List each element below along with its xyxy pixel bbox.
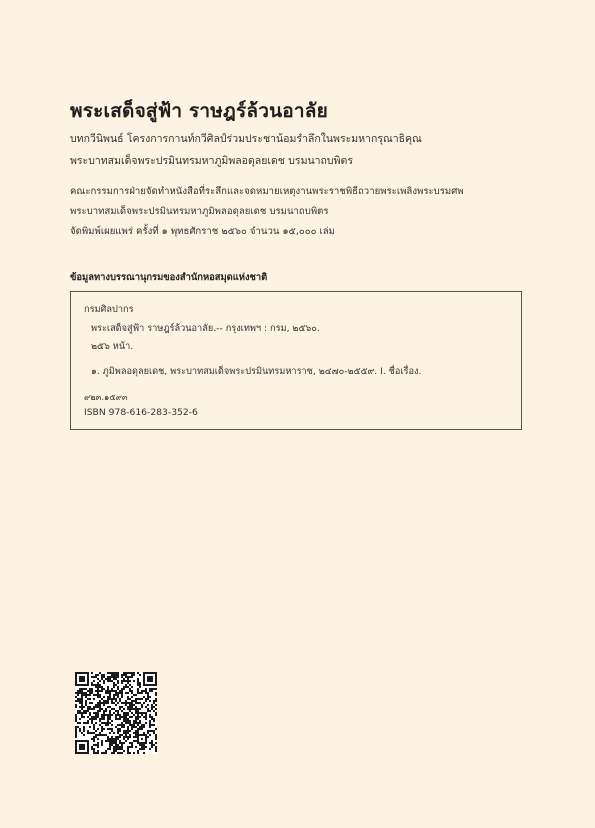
cip-class-number: ๙๒๓.๑๕๙๓	[84, 392, 128, 402]
credit-line-1: คณะกรรมการฝ่ายจัดทำหนังสือที่ระลึกและจดหมายเหตุงานพระราชพิธีถวายพระเพลิงพระบรมศพ	[70, 186, 464, 197]
cip-box	[70, 291, 522, 430]
credit-line-2: พระบาทสมเด็จพระปรมินทรมหาภูมิพลอดุลยเดช บรมนาถบพิตร	[70, 206, 329, 217]
cip-entry: พระเสด็จสู่ฟ้า ราษฎร์ล้วนอาลัย.-- กรุงเทพฯ : กรม, ๒๕๖๐.	[91, 323, 320, 334]
credit-line-3: จัดพิมพ์เผยแพร่ ครั้งที่ ๑ พุทธศักราช ๒๕๖๐ จำนวน ๑๕,๐๐๐ เล่ม	[70, 226, 335, 237]
page-title: พระเสด็จสู่ฟ้า ราษฎร์ล้วนอาลัย	[70, 100, 328, 122]
cip-subject: ๑. ภูมิพลอดุลยเดช, พระบาทสมเด็จพระปรมินทรมหาราช, ๒๔๗๐-๒๕๕๙. I. ชื่อเรื่อง.	[91, 366, 422, 377]
subtitle-line-2: พระบาทสมเด็จพระปรมินทรมหาภูมิพลอดุลยเดช บรมนาถบพิตร	[70, 155, 353, 167]
cip-isbn: ISBN 978-616-283-352-6	[84, 407, 198, 418]
subtitle-line-1: บทกวีนิพนธ์ โครงการกานท์กวีศิลป์ร่วมประชาน้อมรำลึกในพระมหากรุณาธิคุณ	[70, 133, 422, 145]
cip-heading: ข้อมูลทางบรรณานุกรมของสำนักหอสมุดแห่งชาติ	[70, 272, 268, 283]
cip-author: กรมศิลปากร	[84, 304, 134, 315]
cip-pages: ๒๕๖ หน้า.	[91, 341, 134, 352]
qr-code-icon	[75, 672, 157, 754]
